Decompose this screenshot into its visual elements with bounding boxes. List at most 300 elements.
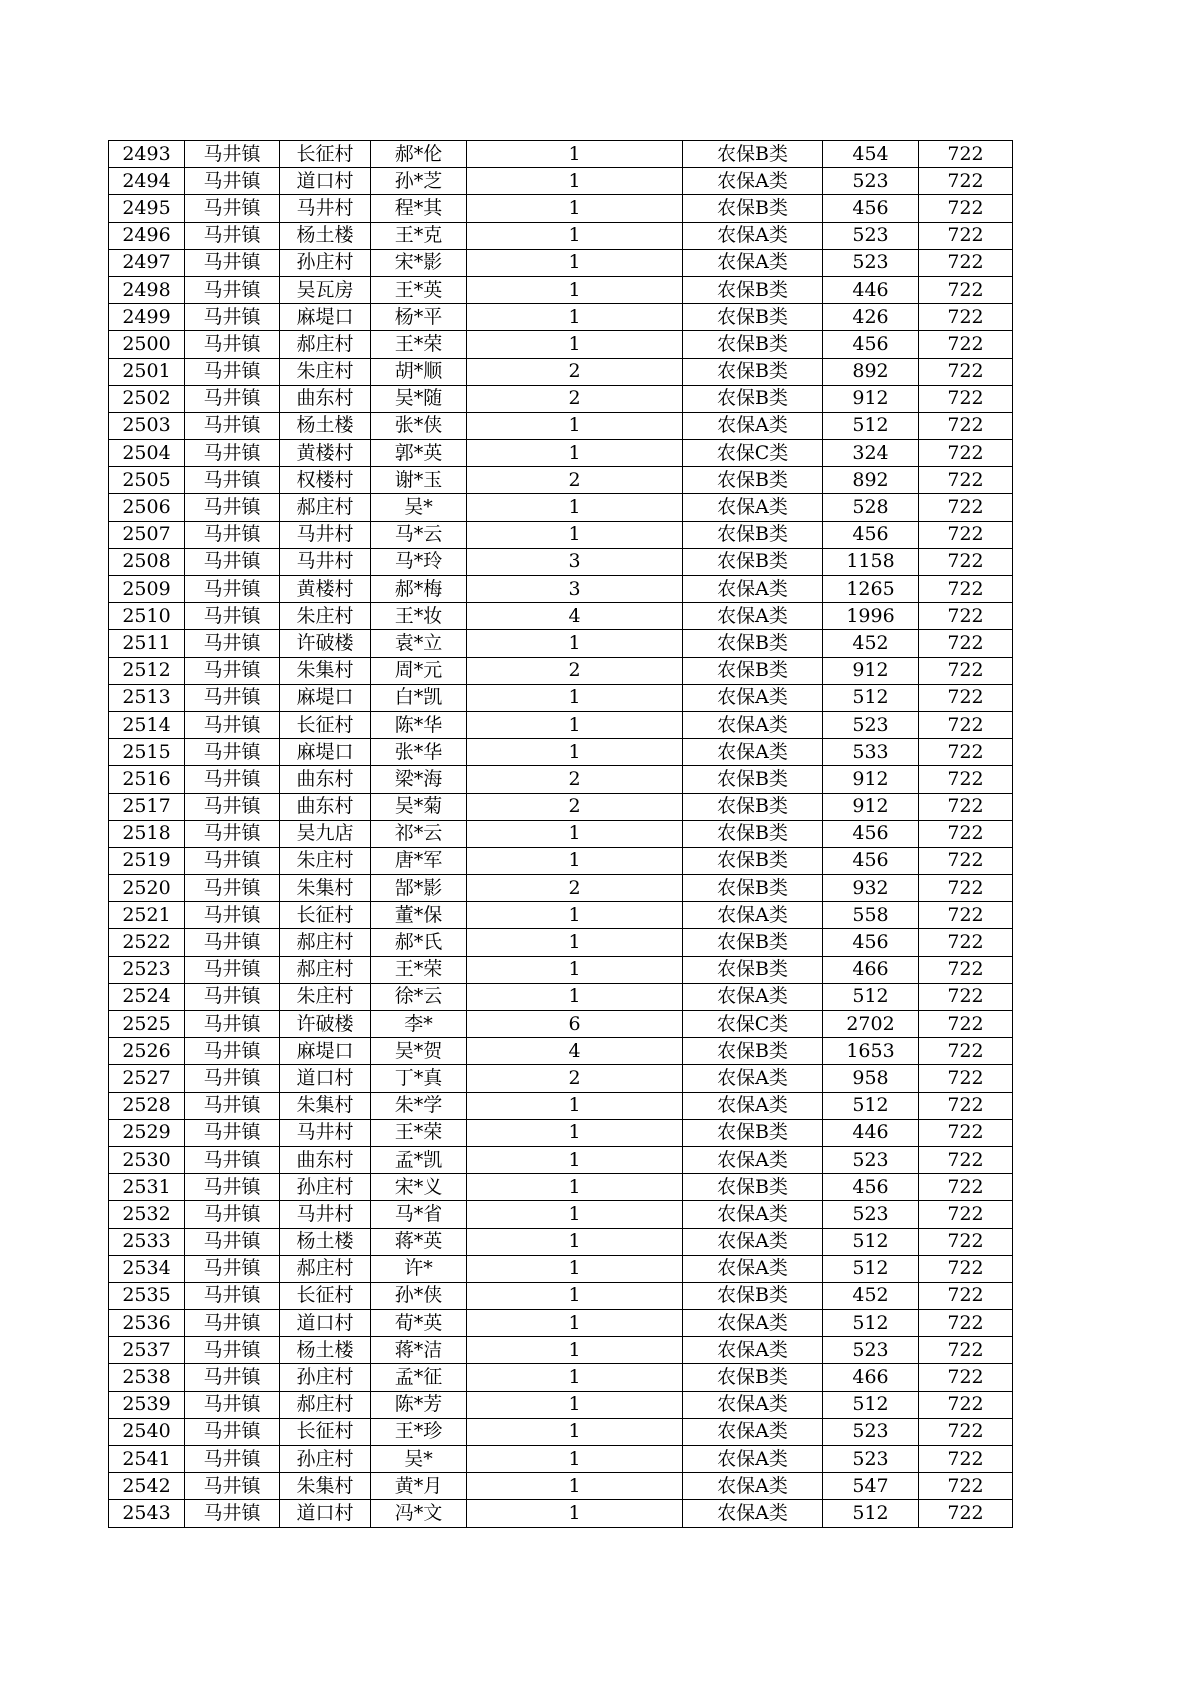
- record-number-cell: 2542: [109, 1473, 185, 1500]
- person-name-cell: 徐*云: [371, 983, 467, 1010]
- record-number-cell: 2532: [109, 1201, 185, 1228]
- township-cell: 马井镇: [185, 902, 280, 929]
- table-row: [109, 1228, 1013, 1255]
- amount-cell: 1996: [823, 603, 919, 630]
- household-count-cell: 1: [467, 1146, 683, 1173]
- person-name-cell: 胡*顺: [371, 358, 467, 385]
- standard-value-cell: 722: [919, 1282, 1013, 1309]
- standard-value-cell: 722: [919, 847, 1013, 874]
- standard-value-cell: 722: [919, 1391, 1013, 1418]
- township-cell: 马井镇: [185, 1446, 280, 1473]
- person-name-cell: 郝*梅: [371, 576, 467, 603]
- household-count-cell: 2: [467, 875, 683, 902]
- amount-cell: 456: [823, 195, 919, 222]
- table-row: [109, 1038, 1013, 1065]
- person-name-cell: 梁*海: [371, 766, 467, 793]
- person-name-cell: 张*华: [371, 739, 467, 766]
- household-count-cell: 1: [467, 1446, 683, 1473]
- person-name-cell: 王*妆: [371, 603, 467, 630]
- township-cell: 马井镇: [185, 739, 280, 766]
- record-number-cell: 2512: [109, 657, 185, 684]
- table-row: [109, 576, 1013, 603]
- standard-value-cell: 722: [919, 739, 1013, 766]
- standard-value-cell: 722: [919, 440, 1013, 467]
- table-row: [109, 412, 1013, 439]
- standard-value-cell: 722: [919, 1310, 1013, 1337]
- standard-value-cell: 722: [919, 657, 1013, 684]
- amount-cell: 512: [823, 1500, 919, 1527]
- standard-value-cell: 722: [919, 548, 1013, 575]
- record-number-cell: 2500: [109, 331, 185, 358]
- standard-value-cell: 722: [919, 304, 1013, 331]
- standard-value-cell: 722: [919, 1201, 1013, 1228]
- person-name-cell: 黄*月: [371, 1473, 467, 1500]
- amount-cell: 512: [823, 1310, 919, 1337]
- amount-cell: 523: [823, 168, 919, 195]
- household-count-cell: 1: [467, 929, 683, 956]
- amount-cell: 446: [823, 1119, 919, 1146]
- village-cell: 许破楼: [280, 1011, 371, 1038]
- amount-cell: 958: [823, 1065, 919, 1092]
- record-number-cell: 2495: [109, 195, 185, 222]
- township-cell: 马井镇: [185, 1282, 280, 1309]
- village-cell: 朱庄村: [280, 983, 371, 1010]
- table-row: [109, 1391, 1013, 1418]
- insurance-category-cell: 农保B类: [683, 956, 823, 983]
- township-cell: 马井镇: [185, 983, 280, 1010]
- household-count-cell: 1: [467, 304, 683, 331]
- record-number-cell: 2533: [109, 1228, 185, 1255]
- person-name-cell: 朱*学: [371, 1092, 467, 1119]
- township-cell: 马井镇: [185, 249, 280, 276]
- person-name-cell: 郭*英: [371, 440, 467, 467]
- person-name-cell: 冯*文: [371, 1500, 467, 1527]
- standard-value-cell: 722: [919, 793, 1013, 820]
- table-row: [109, 1201, 1013, 1228]
- record-number-cell: 2537: [109, 1337, 185, 1364]
- insurance-category-cell: 农保B类: [683, 195, 823, 222]
- amount-cell: 512: [823, 1228, 919, 1255]
- insurance-category-cell: 农保B类: [683, 141, 823, 168]
- person-name-cell: 蒋*英: [371, 1228, 467, 1255]
- village-cell: 麻堤口: [280, 739, 371, 766]
- township-cell: 马井镇: [185, 1174, 280, 1201]
- standard-value-cell: 722: [919, 1500, 1013, 1527]
- table-row: [109, 521, 1013, 548]
- table-row: [109, 793, 1013, 820]
- record-number-cell: 2528: [109, 1092, 185, 1119]
- person-name-cell: 蒋*洁: [371, 1337, 467, 1364]
- record-number-cell: 2494: [109, 168, 185, 195]
- person-name-cell: 李*: [371, 1011, 467, 1038]
- person-name-cell: 马*玲: [371, 548, 467, 575]
- township-cell: 马井镇: [185, 1201, 280, 1228]
- record-number-cell: 2509: [109, 576, 185, 603]
- insurance-category-cell: 农保A类: [683, 1337, 823, 1364]
- person-name-cell: 许*: [371, 1255, 467, 1282]
- insurance-category-cell: 农保B类: [683, 657, 823, 684]
- insurance-category-cell: 农保A类: [683, 1065, 823, 1092]
- township-cell: 马井镇: [185, 467, 280, 494]
- person-name-cell: 荀*英: [371, 1310, 467, 1337]
- record-number-cell: 2543: [109, 1500, 185, 1527]
- standard-value-cell: 722: [919, 1337, 1013, 1364]
- village-cell: 朱集村: [280, 875, 371, 902]
- person-name-cell: 袁*立: [371, 630, 467, 657]
- table-row: [109, 1146, 1013, 1173]
- table-row: [109, 1092, 1013, 1119]
- table-row: [109, 195, 1013, 222]
- household-count-cell: 1: [467, 847, 683, 874]
- village-cell: 孙庄村: [280, 249, 371, 276]
- household-count-cell: 3: [467, 548, 683, 575]
- record-number-cell: 2527: [109, 1065, 185, 1092]
- standard-value-cell: 722: [919, 983, 1013, 1010]
- amount-cell: 912: [823, 385, 919, 412]
- insurance-category-cell: 农保A类: [683, 1146, 823, 1173]
- table-row: [109, 983, 1013, 1010]
- household-count-cell: 1: [467, 820, 683, 847]
- village-cell: 曲东村: [280, 385, 371, 412]
- person-name-cell: 孙*芝: [371, 168, 467, 195]
- record-number-cell: 2517: [109, 793, 185, 820]
- person-name-cell: 白*凯: [371, 684, 467, 711]
- township-cell: 马井镇: [185, 793, 280, 820]
- amount-cell: 1158: [823, 548, 919, 575]
- insurance-category-cell: 农保B类: [683, 630, 823, 657]
- person-name-cell: 王*珍: [371, 1418, 467, 1445]
- household-count-cell: 1: [467, 1418, 683, 1445]
- township-cell: 马井镇: [185, 1473, 280, 1500]
- village-cell: 长征村: [280, 902, 371, 929]
- township-cell: 马井镇: [185, 1065, 280, 1092]
- insurance-category-cell: 农保A类: [683, 1446, 823, 1473]
- person-name-cell: 王*克: [371, 222, 467, 249]
- record-number-cell: 2539: [109, 1391, 185, 1418]
- record-number-cell: 2493: [109, 141, 185, 168]
- standard-value-cell: 722: [919, 494, 1013, 521]
- household-count-cell: 1: [467, 983, 683, 1010]
- record-number-cell: 2501: [109, 358, 185, 385]
- insurance-category-cell: 农保C类: [683, 1011, 823, 1038]
- record-number-cell: 2502: [109, 385, 185, 412]
- insurance-category-cell: 农保A类: [683, 1310, 823, 1337]
- person-name-cell: 马*省: [371, 1201, 467, 1228]
- record-number-cell: 2505: [109, 467, 185, 494]
- household-count-cell: 1: [467, 195, 683, 222]
- amount-cell: 452: [823, 630, 919, 657]
- village-cell: 杨土楼: [280, 222, 371, 249]
- amount-cell: 452: [823, 1282, 919, 1309]
- standard-value-cell: 722: [919, 222, 1013, 249]
- standard-value-cell: 722: [919, 766, 1013, 793]
- person-name-cell: 郜*影: [371, 875, 467, 902]
- table-row: [109, 956, 1013, 983]
- standard-value-cell: 722: [919, 929, 1013, 956]
- standard-value-cell: 722: [919, 1119, 1013, 1146]
- township-cell: 马井镇: [185, 521, 280, 548]
- person-name-cell: 吴*菊: [371, 793, 467, 820]
- amount-cell: 456: [823, 331, 919, 358]
- township-cell: 马井镇: [185, 1011, 280, 1038]
- insurance-category-cell: 农保A类: [683, 576, 823, 603]
- household-count-cell: 2: [467, 467, 683, 494]
- amount-cell: 512: [823, 1255, 919, 1282]
- village-cell: 权楼村: [280, 467, 371, 494]
- township-cell: 马井镇: [185, 1310, 280, 1337]
- insurance-category-cell: 农保B类: [683, 1038, 823, 1065]
- insurance-category-cell: 农保B类: [683, 1282, 823, 1309]
- household-count-cell: 1: [467, 1119, 683, 1146]
- village-cell: 长征村: [280, 1282, 371, 1309]
- township-cell: 马井镇: [185, 195, 280, 222]
- person-name-cell: 周*元: [371, 657, 467, 684]
- standard-value-cell: 722: [919, 1146, 1013, 1173]
- household-count-cell: 1: [467, 521, 683, 548]
- standard-value-cell: 722: [919, 1011, 1013, 1038]
- record-number-cell: 2498: [109, 276, 185, 303]
- village-cell: 麻堤口: [280, 304, 371, 331]
- record-number-cell: 2513: [109, 684, 185, 711]
- amount-cell: 523: [823, 1446, 919, 1473]
- table-row: [109, 1500, 1013, 1527]
- amount-cell: 466: [823, 956, 919, 983]
- table-row: [109, 603, 1013, 630]
- village-cell: 黄楼村: [280, 576, 371, 603]
- record-number-cell: 2541: [109, 1446, 185, 1473]
- household-count-cell: 1: [467, 1201, 683, 1228]
- household-count-cell: 1: [467, 1337, 683, 1364]
- amount-cell: 523: [823, 1337, 919, 1364]
- standard-value-cell: 722: [919, 630, 1013, 657]
- table-row: [109, 1446, 1013, 1473]
- village-cell: 曲东村: [280, 1146, 371, 1173]
- standard-value-cell: 722: [919, 168, 1013, 195]
- insurance-category-cell: 农保B类: [683, 521, 823, 548]
- insurance-category-cell: 农保A类: [683, 1500, 823, 1527]
- person-name-cell: 孟*征: [371, 1364, 467, 1391]
- record-number-cell: 2525: [109, 1011, 185, 1038]
- table-row: [109, 1418, 1013, 1445]
- record-number-cell: 2524: [109, 983, 185, 1010]
- township-cell: 马井镇: [185, 1119, 280, 1146]
- village-cell: 黄楼村: [280, 440, 371, 467]
- standard-value-cell: 722: [919, 1174, 1013, 1201]
- township-cell: 马井镇: [185, 1255, 280, 1282]
- standard-value-cell: 722: [919, 1473, 1013, 1500]
- amount-cell: 912: [823, 657, 919, 684]
- township-cell: 马井镇: [185, 847, 280, 874]
- household-count-cell: 1: [467, 1255, 683, 1282]
- insurance-category-cell: 农保A类: [683, 902, 823, 929]
- table-row: [109, 1473, 1013, 1500]
- amount-cell: 558: [823, 902, 919, 929]
- village-cell: 长征村: [280, 1418, 371, 1445]
- household-count-cell: 1: [467, 1282, 683, 1309]
- record-number-cell: 2521: [109, 902, 185, 929]
- insurance-category-cell: 农保A类: [683, 412, 823, 439]
- household-count-cell: 1: [467, 684, 683, 711]
- standard-value-cell: 722: [919, 358, 1013, 385]
- village-cell: 曲东村: [280, 766, 371, 793]
- household-count-cell: 6: [467, 1011, 683, 1038]
- table-row: [109, 304, 1013, 331]
- township-cell: 马井镇: [185, 1337, 280, 1364]
- standard-value-cell: 722: [919, 1446, 1013, 1473]
- person-name-cell: 唐*军: [371, 847, 467, 874]
- village-cell: 长征村: [280, 141, 371, 168]
- household-count-cell: 1: [467, 1364, 683, 1391]
- household-count-cell: 1: [467, 249, 683, 276]
- village-cell: 长征村: [280, 711, 371, 738]
- amount-cell: 1265: [823, 576, 919, 603]
- amount-cell: 912: [823, 793, 919, 820]
- village-cell: 朱集村: [280, 1473, 371, 1500]
- insurance-category-cell: 农保A类: [683, 168, 823, 195]
- table-row: [109, 684, 1013, 711]
- village-cell: 马井村: [280, 521, 371, 548]
- village-cell: 曲东村: [280, 793, 371, 820]
- table-row: [109, 820, 1013, 847]
- township-cell: 马井镇: [185, 929, 280, 956]
- household-count-cell: 1: [467, 1174, 683, 1201]
- standard-value-cell: 722: [919, 711, 1013, 738]
- person-name-cell: 王*荣: [371, 331, 467, 358]
- record-number-cell: 2510: [109, 603, 185, 630]
- record-number-cell: 2519: [109, 847, 185, 874]
- amount-cell: 466: [823, 1364, 919, 1391]
- village-cell: 郝庄村: [280, 1391, 371, 1418]
- township-cell: 马井镇: [185, 276, 280, 303]
- village-cell: 许破楼: [280, 630, 371, 657]
- amount-cell: 1653: [823, 1038, 919, 1065]
- township-cell: 马井镇: [185, 657, 280, 684]
- standard-value-cell: 722: [919, 956, 1013, 983]
- record-number-cell: 2504: [109, 440, 185, 467]
- person-name-cell: 宋*影: [371, 249, 467, 276]
- insurance-category-cell: 农保B类: [683, 1119, 823, 1146]
- record-number-cell: 2514: [109, 711, 185, 738]
- person-name-cell: 王*英: [371, 276, 467, 303]
- standard-value-cell: 722: [919, 902, 1013, 929]
- household-count-cell: 1: [467, 1473, 683, 1500]
- township-cell: 马井镇: [185, 168, 280, 195]
- record-number-cell: 2538: [109, 1364, 185, 1391]
- village-cell: 道口村: [280, 1310, 371, 1337]
- village-cell: 郝庄村: [280, 494, 371, 521]
- person-name-cell: 张*侠: [371, 412, 467, 439]
- insurance-category-cell: 农保A类: [683, 711, 823, 738]
- village-cell: 郝庄村: [280, 1255, 371, 1282]
- township-cell: 马井镇: [185, 331, 280, 358]
- table-row: [109, 902, 1013, 929]
- person-name-cell: 陈*华: [371, 711, 467, 738]
- insurance-category-cell: 农保A类: [683, 1092, 823, 1119]
- township-cell: 马井镇: [185, 1391, 280, 1418]
- amount-cell: 523: [823, 222, 919, 249]
- village-cell: 郝庄村: [280, 331, 371, 358]
- table-row: [109, 766, 1013, 793]
- insurance-category-cell: 农保B类: [683, 929, 823, 956]
- table-row: [109, 875, 1013, 902]
- table-row: [109, 847, 1013, 874]
- table-row: [109, 548, 1013, 575]
- table-row: [109, 222, 1013, 249]
- township-cell: 马井镇: [185, 630, 280, 657]
- person-name-cell: 郝*氏: [371, 929, 467, 956]
- records-table: [108, 140, 1013, 1528]
- table-row: [109, 1282, 1013, 1309]
- village-cell: 郝庄村: [280, 929, 371, 956]
- standard-value-cell: 722: [919, 249, 1013, 276]
- household-count-cell: 1: [467, 1092, 683, 1119]
- amount-cell: 512: [823, 1092, 919, 1119]
- township-cell: 马井镇: [185, 1146, 280, 1173]
- record-number-cell: 2529: [109, 1119, 185, 1146]
- insurance-category-cell: 农保B类: [683, 847, 823, 874]
- township-cell: 马井镇: [185, 766, 280, 793]
- village-cell: 道口村: [280, 168, 371, 195]
- insurance-category-cell: 农保A类: [683, 222, 823, 249]
- household-count-cell: 2: [467, 766, 683, 793]
- amount-cell: 912: [823, 766, 919, 793]
- standard-value-cell: 722: [919, 521, 1013, 548]
- standard-value-cell: 722: [919, 141, 1013, 168]
- table-row: [109, 1337, 1013, 1364]
- village-cell: 朱庄村: [280, 603, 371, 630]
- household-count-cell: 1: [467, 902, 683, 929]
- table-row: [109, 467, 1013, 494]
- record-number-cell: 2534: [109, 1255, 185, 1282]
- village-cell: 朱集村: [280, 1092, 371, 1119]
- person-name-cell: 陈*芳: [371, 1391, 467, 1418]
- standard-value-cell: 722: [919, 1255, 1013, 1282]
- insurance-category-cell: 农保B类: [683, 331, 823, 358]
- amount-cell: 446: [823, 276, 919, 303]
- household-count-cell: 4: [467, 1038, 683, 1065]
- amount-cell: 512: [823, 412, 919, 439]
- standard-value-cell: 722: [919, 1228, 1013, 1255]
- village-cell: 道口村: [280, 1500, 371, 1527]
- standard-value-cell: 722: [919, 276, 1013, 303]
- insurance-category-cell: 农保B类: [683, 1174, 823, 1201]
- standard-value-cell: 722: [919, 1038, 1013, 1065]
- household-count-cell: 2: [467, 385, 683, 412]
- insurance-category-cell: 农保A类: [683, 249, 823, 276]
- amount-cell: 456: [823, 847, 919, 874]
- village-cell: 道口村: [280, 1065, 371, 1092]
- record-number-cell: 2518: [109, 820, 185, 847]
- insurance-category-cell: 农保B类: [683, 304, 823, 331]
- record-number-cell: 2520: [109, 875, 185, 902]
- insurance-category-cell: 农保A类: [683, 739, 823, 766]
- standard-value-cell: 722: [919, 875, 1013, 902]
- table-row: [109, 657, 1013, 684]
- village-cell: 吴瓦房: [280, 276, 371, 303]
- township-cell: 马井镇: [185, 1228, 280, 1255]
- amount-cell: 456: [823, 521, 919, 548]
- village-cell: 孙庄村: [280, 1174, 371, 1201]
- household-count-cell: 1: [467, 1500, 683, 1527]
- person-name-cell: 吴*贺: [371, 1038, 467, 1065]
- insurance-category-cell: 农保A类: [683, 1255, 823, 1282]
- amount-cell: 426: [823, 304, 919, 331]
- standard-value-cell: 722: [919, 195, 1013, 222]
- household-count-cell: 1: [467, 494, 683, 521]
- record-number-cell: 2535: [109, 1282, 185, 1309]
- standard-value-cell: 722: [919, 331, 1013, 358]
- standard-value-cell: 722: [919, 820, 1013, 847]
